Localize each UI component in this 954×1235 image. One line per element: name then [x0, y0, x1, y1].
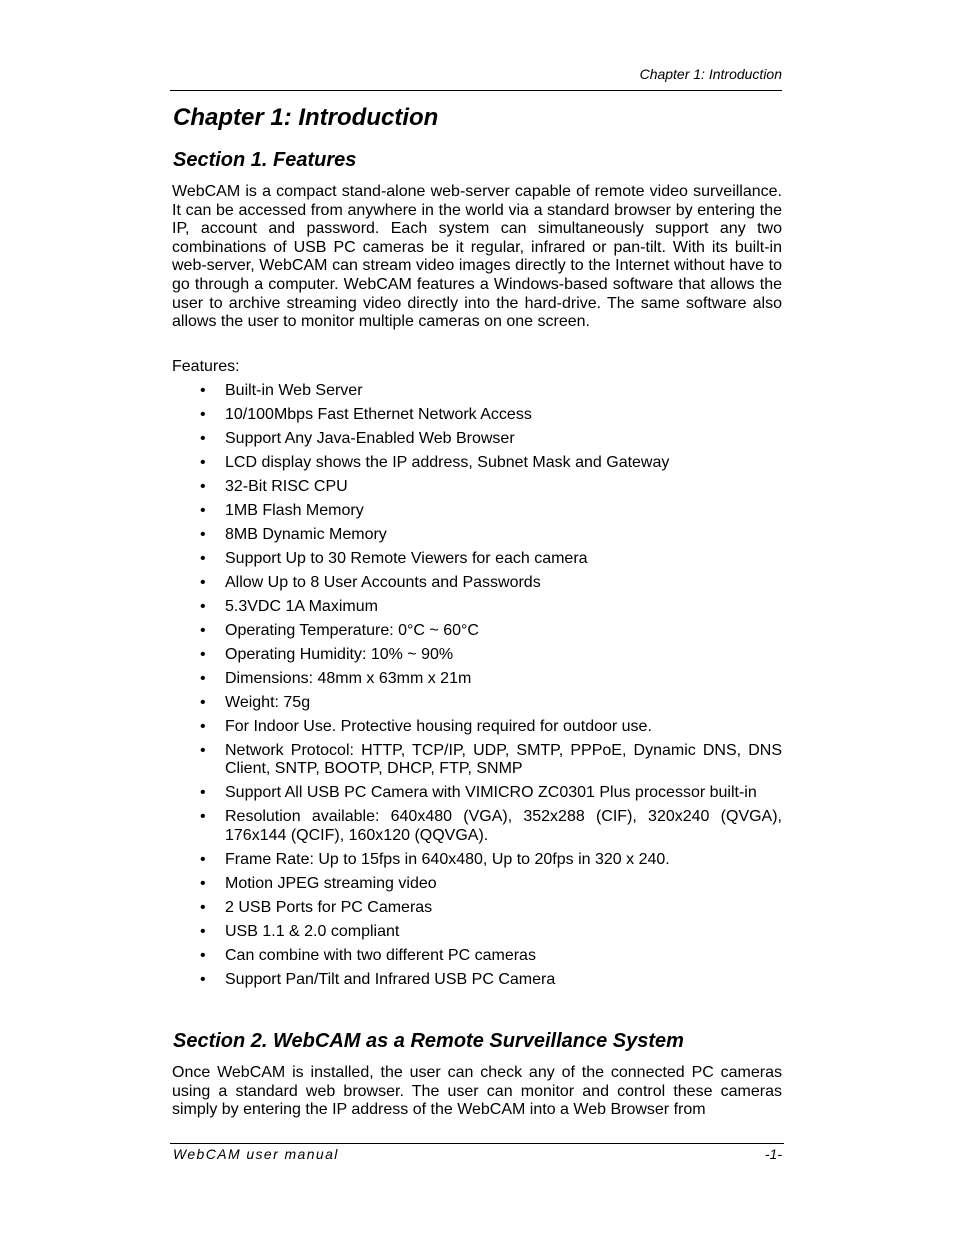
bullet-icon: • [200, 718, 206, 735]
bullet-icon: • [200, 454, 206, 471]
bullet-icon: • [200, 430, 206, 447]
bullet-icon: • [200, 598, 206, 615]
bullet-icon: • [200, 784, 206, 802]
bullet-icon: • [200, 898, 206, 916]
bullet-icon: • [200, 946, 206, 964]
feature-text: Network Protocol: HTTP, TCP/IP, UDP, SMTP, PPPoE, Dynamic DNS, DNS Client, SNTP, BOOTP, DHCP, FTP, SNMP [225, 742, 782, 778]
bullet-icon: • [200, 646, 206, 663]
feature-text: 10/100Mbps Fast Ethernet Network Access [225, 406, 532, 423]
feature-list-item [172, 646, 782, 664]
feature-list-item [172, 694, 782, 712]
feature-list-item [172, 947, 782, 965]
feature-list-item [172, 454, 782, 472]
feature-list [172, 382, 782, 995]
features-label: Features: [172, 358, 240, 375]
section-1-title: Section 1. Features [173, 149, 357, 171]
bullet-icon: • [200, 478, 206, 495]
feature-text: For Indoor Use. Protective housing required for outdoor use. [225, 718, 652, 735]
bullet-icon: • [200, 550, 206, 567]
feature-list-item [172, 851, 782, 869]
bullet-icon: • [200, 850, 206, 868]
feature-list-item [172, 502, 782, 520]
feature-text: Operating Temperature: 0°C ~ 60°C [225, 622, 479, 639]
bullet-icon: • [200, 808, 206, 826]
bullet-icon: • [200, 406, 206, 423]
feature-text: Motion JPEG streaming video [225, 874, 437, 892]
feature-text: Operating Humidity: 10% ~ 90% [225, 646, 454, 663]
feature-text: Support Pan/Tilt and Infrared USB PC Camera [225, 970, 556, 988]
footer-page-number: -1- [764, 1146, 782, 1162]
feature-text: 8MB Dynamic Memory [225, 526, 387, 543]
feature-list-item [172, 574, 782, 592]
feature-list-item [172, 430, 782, 448]
feature-text: 5.3VDC 1A Maximum [225, 598, 378, 615]
section-1-paragraph: WebCAM is a compact stand-alone web-server capable of remote video surveillance. It can be accessed from anywhere in the world via a standard browser by entering the IP, account and password. Each system can simultaneously support any two combinations of USB PC cameras be it regular, infrared or pan-tilt. With its built-in web-server, WebCAM can stream video images directly to the Internet without have to go through a computer. WebCAM features a Windows-based software that allows the user to archive streaming video directly into the hard-drive. The same software also allows the user to monitor multiple cameras on one screen. [172, 183, 782, 331]
bullet-icon: • [200, 670, 206, 687]
feature-list-item [172, 598, 782, 616]
bullet-icon: • [200, 742, 206, 759]
feature-text: Frame Rate: Up to 15fps in 640x480, Up to 20fps in 320 x 240. [225, 850, 670, 868]
section-2-paragraph: Once WebCAM is installed, the user can check any of the connected PC cameras using a standard web browser. The user can monitor and control these cameras simply by entering the IP address of the WebCAM into a Web Browser from [172, 1064, 782, 1119]
feature-text: Built-in Web Server [225, 382, 363, 399]
bullet-icon: • [200, 502, 206, 519]
footer-manual-title: WebCAM user manual [173, 1146, 339, 1162]
feature-list-item [172, 971, 782, 989]
bullet-icon: • [200, 574, 206, 591]
feature-text: Dimensions: 48mm x 63mm x 21m [225, 670, 472, 687]
footer-rule [170, 1143, 784, 1144]
bullet-icon: • [200, 694, 206, 711]
feature-list-item [172, 808, 782, 845]
feature-text: 2 USB Ports for PC Cameras [225, 898, 433, 916]
feature-text: Can combine with two different PC cameras [225, 946, 536, 964]
bullet-icon: • [200, 622, 206, 639]
feature-list-item [172, 670, 782, 688]
feature-text: Support All USB PC Camera with VIMICRO ZC0301 Plus processor built-in [225, 784, 757, 802]
bullet-icon: • [200, 970, 206, 988]
feature-list-item [172, 622, 782, 640]
section-2-title: Section 2. WebCAM as a Remote Surveillance System [173, 1030, 684, 1052]
running-header: Chapter 1: Introduction [639, 66, 782, 82]
feature-list-item [172, 406, 782, 424]
bullet-icon: • [200, 922, 206, 940]
feature-text: Support Any Java-Enabled Web Browser [225, 430, 515, 447]
feature-text: Allow Up to 8 User Accounts and Passwords [225, 574, 541, 591]
feature-list-item [172, 526, 782, 544]
feature-list-item [172, 718, 782, 736]
header-rule [170, 90, 782, 91]
feature-list-item [172, 923, 782, 941]
feature-list-item [172, 382, 782, 400]
feature-text: LCD display shows the IP address, Subnet Mask and Gateway [225, 454, 670, 471]
feature-text: 32-Bit RISC CPU [225, 478, 348, 495]
feature-text: 1MB Flash Memory [225, 502, 364, 519]
chapter-title: Chapter 1: Introduction [173, 104, 439, 131]
bullet-icon: • [200, 874, 206, 892]
feature-list-item [172, 784, 782, 802]
feature-list-item [172, 875, 782, 893]
feature-list-item [172, 478, 782, 496]
bullet-icon: • [200, 382, 206, 399]
feature-list-item [172, 899, 782, 917]
bullet-icon: • [200, 526, 206, 543]
feature-text: Resolution available: 640x480 (VGA), 352x288 (CIF), 320x240 (QVGA), 176x144 (QCIF), 160x120 (QQVGA). [225, 808, 782, 844]
feature-text: Weight: 75g [225, 694, 311, 711]
feature-text: Support Up to 30 Remote Viewers for each camera [225, 550, 588, 567]
feature-list-item [172, 742, 782, 779]
feature-list-item [172, 550, 782, 568]
feature-text: USB 1.1 & 2.0 compliant [225, 922, 400, 940]
